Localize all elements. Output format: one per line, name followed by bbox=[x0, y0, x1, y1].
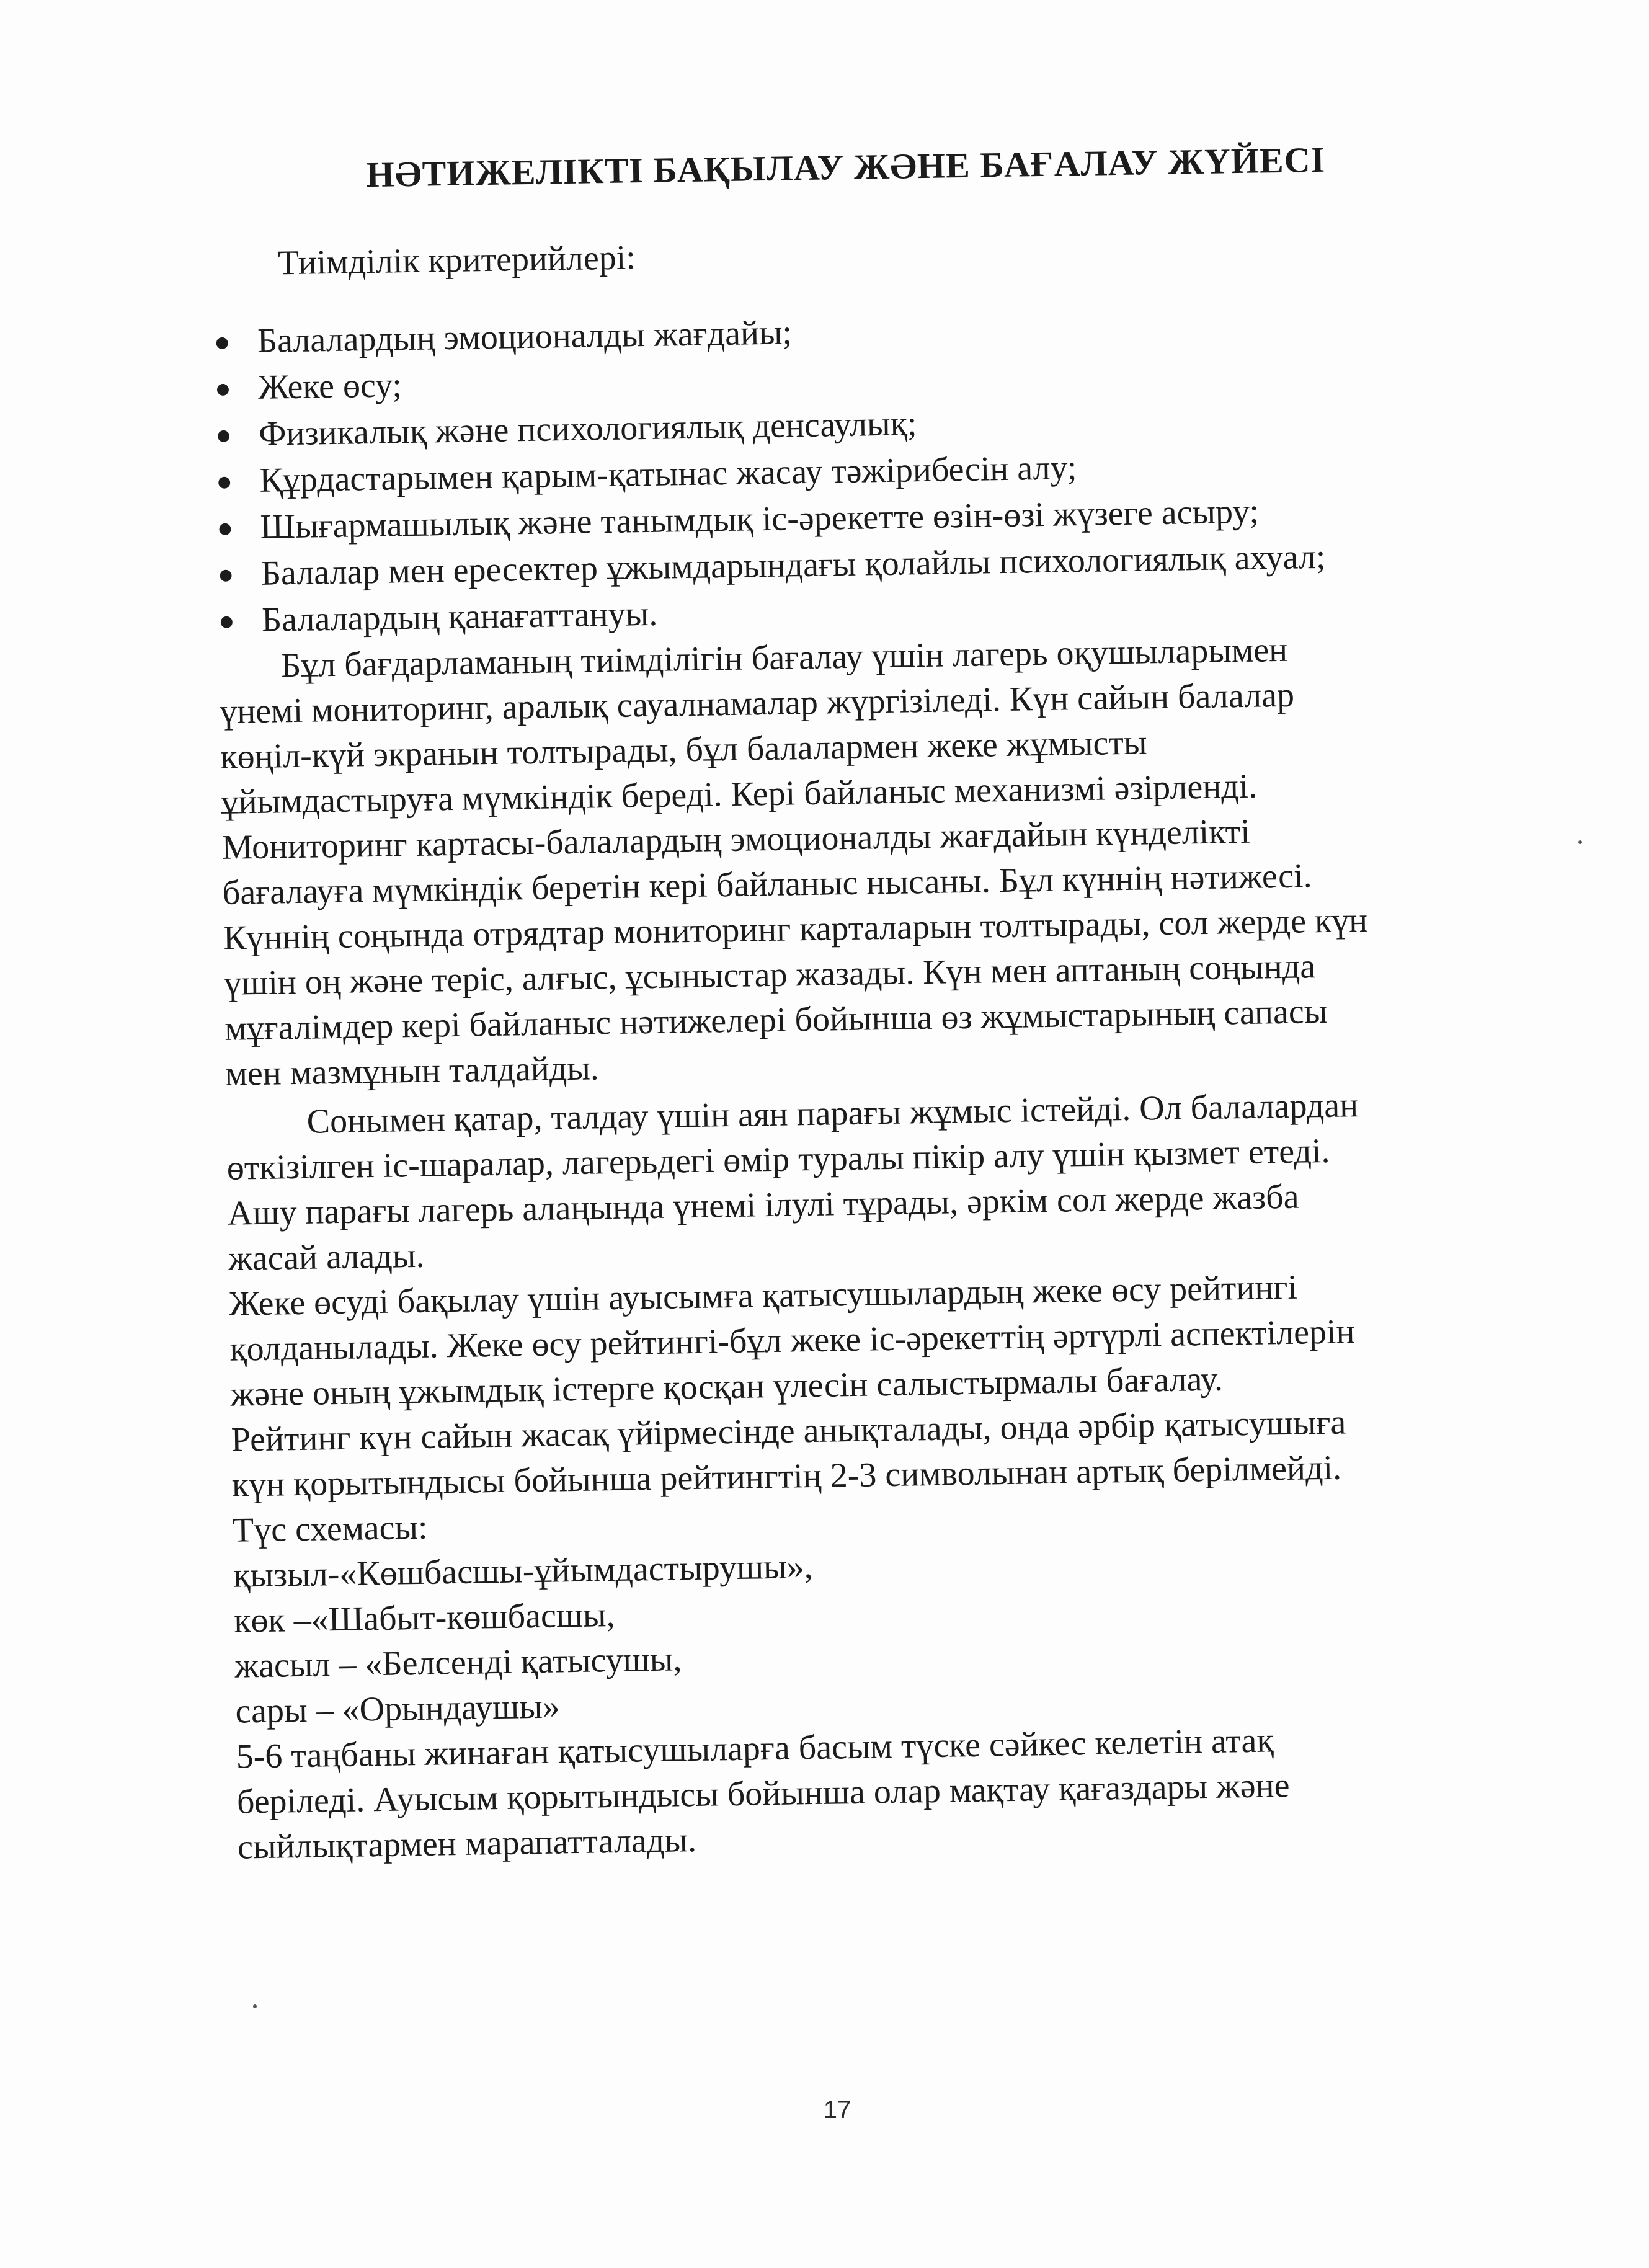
list-item: ● Жеке өсу; bbox=[215, 345, 1505, 412]
list-item: қызыл-«Көшбасшы-ұйымдастырушы», bbox=[233, 1547, 814, 1595]
color-schema-list bbox=[233, 1533, 1526, 1735]
text-line: Ашу парағы лагерь алаңында үнемі ілулі тұрады, әркім сол жерде жазба bbox=[227, 1177, 1299, 1233]
bullet-icon: ● bbox=[213, 326, 231, 357]
scan-speck bbox=[253, 2004, 257, 2008]
text-line: күн қорытындысы бойынша рейтингтің 2-3 символынан артық берілмейді. bbox=[231, 1448, 1342, 1505]
text-line: үшін оң және теріс, алғыс, ұсыныстар жазады. Күн мен аптаның соңында bbox=[223, 947, 1316, 1003]
text-line: сыйлықтармен марапатталады. bbox=[237, 1821, 697, 1867]
criteria-intro: Тиімділік критерийлері: bbox=[277, 238, 636, 283]
list-item: жасыл – «Белсенді қатысушы, bbox=[234, 1640, 682, 1686]
text-line: Жеке өсуді бақылау үшін ауысымға қатысушылардың жеке өсу рейтингі bbox=[228, 1268, 1298, 1323]
text-line: беріледі. Ауысым қорытындысы бойынша олар мақтау қағаздары және bbox=[236, 1766, 1290, 1821]
text-line: мұғалімдер кері байланыс нәтижелері бойынша өз жұмыстарының сапасы bbox=[224, 992, 1328, 1048]
bullet-icon: ● bbox=[217, 559, 234, 590]
text-line: 5-6 таңбаны жинаған қатысушыларға басым түске сәйкес келетін атақ bbox=[236, 1721, 1274, 1776]
text-line: үнемі мониторинг, аралық сауалнамалар жүргізіледі. Күн сайын балалар bbox=[219, 675, 1295, 731]
schema-title: Түс схемасы: bbox=[232, 1508, 429, 1550]
list-item: сары – «Орындаушы» bbox=[235, 1687, 561, 1731]
list-item: ● Балалардың қанағаттануы. bbox=[218, 577, 1508, 644]
page-content bbox=[211, 127, 1527, 1870]
text-line: өткізілген іс-шаралар, лагерьдегі өмір туралы пікір алу үшін қызмет етеді. bbox=[226, 1131, 1330, 1188]
text-line: Мониторинг картасы-балалардың эмоционалды жағдайын күнделікті bbox=[221, 812, 1251, 867]
text-line: ұйымдастыруға мүмкіндік береді. Кері байланыс механизмі әзірленді. bbox=[221, 767, 1258, 822]
text-line: Рейтинг күн сайын жасақ үйірмесінде анықталады, онда әрбір қатысушыға bbox=[231, 1403, 1346, 1459]
list-item: ● Балалардың эмоционалды жағдайы; bbox=[213, 298, 1504, 365]
text-line: Бұл бағдарламаның тиімділігін бағалау үшін лагерь оқушыларымен bbox=[280, 630, 1288, 685]
text-line: және оның ұжымдық істерге қосқан үлесін салыстырмалы бағалау. bbox=[230, 1359, 1224, 1414]
list-item: ● Балалар мен ересектер ұжымдарындағы қолайлы психологиялық ахуал; bbox=[217, 531, 1508, 598]
list-item: ● Физикалық және психологиялық денсаулық; bbox=[215, 391, 1506, 458]
scan-speck bbox=[1578, 840, 1582, 844]
text-line: көңіл-күй экранын толтырады, бұл балалармен жеке жұмысты bbox=[220, 723, 1147, 776]
criteria-list bbox=[213, 298, 1508, 644]
text-line: Сонымен қатар, талдау үшін аян парағы жұмыс істейді. Ол балалардан bbox=[306, 1086, 1359, 1141]
paragraph-rating bbox=[229, 1261, 1522, 1508]
list-item: көк –«Шабыт-көшбасшы, bbox=[233, 1596, 616, 1640]
text-line: мен мазмұнын талдайды. bbox=[224, 1049, 600, 1093]
list-item: ● Шығармашылық және танымдық іс-әрекетте өзін-өзі жүзеге асыру; bbox=[216, 484, 1507, 551]
list-item: ● Құрдастарымен қарым-қатынас жасау тәжірибесін алу; bbox=[216, 438, 1506, 505]
text-line: қолданылады. Жеке өсу рейтингі-бұл жеке іс-әрекеттің әртүрлі аспектілерін bbox=[229, 1312, 1355, 1369]
bullet-icon: ● bbox=[218, 605, 235, 636]
bullet-icon: ● bbox=[216, 512, 234, 543]
bullet-icon: ● bbox=[214, 373, 232, 404]
bullet-icon: ● bbox=[215, 419, 233, 450]
text-line: бағалауға мүмкіндік беретін кері байланыс нысаны. Бұл күннің нәтижесі. bbox=[222, 856, 1312, 912]
paragraph-awards bbox=[236, 1714, 1527, 1870]
paragraph-monitoring bbox=[219, 624, 1516, 1097]
text-line: Күннің соңында отрядтар мониторинг карталарын толтырады, сол жерде күн bbox=[223, 901, 1368, 958]
page-title: НӘТИЖЕЛІКТІ БАҚЫЛАУ ЖӘНЕ БАҒАЛАУ ЖҮЙЕСІ bbox=[366, 139, 1326, 195]
text-line: жасай алады. bbox=[228, 1236, 425, 1278]
page-number: 17 bbox=[823, 2096, 851, 2123]
paragraph-feedback-sheet bbox=[226, 1080, 1518, 1282]
bullet-icon: ● bbox=[216, 466, 233, 497]
